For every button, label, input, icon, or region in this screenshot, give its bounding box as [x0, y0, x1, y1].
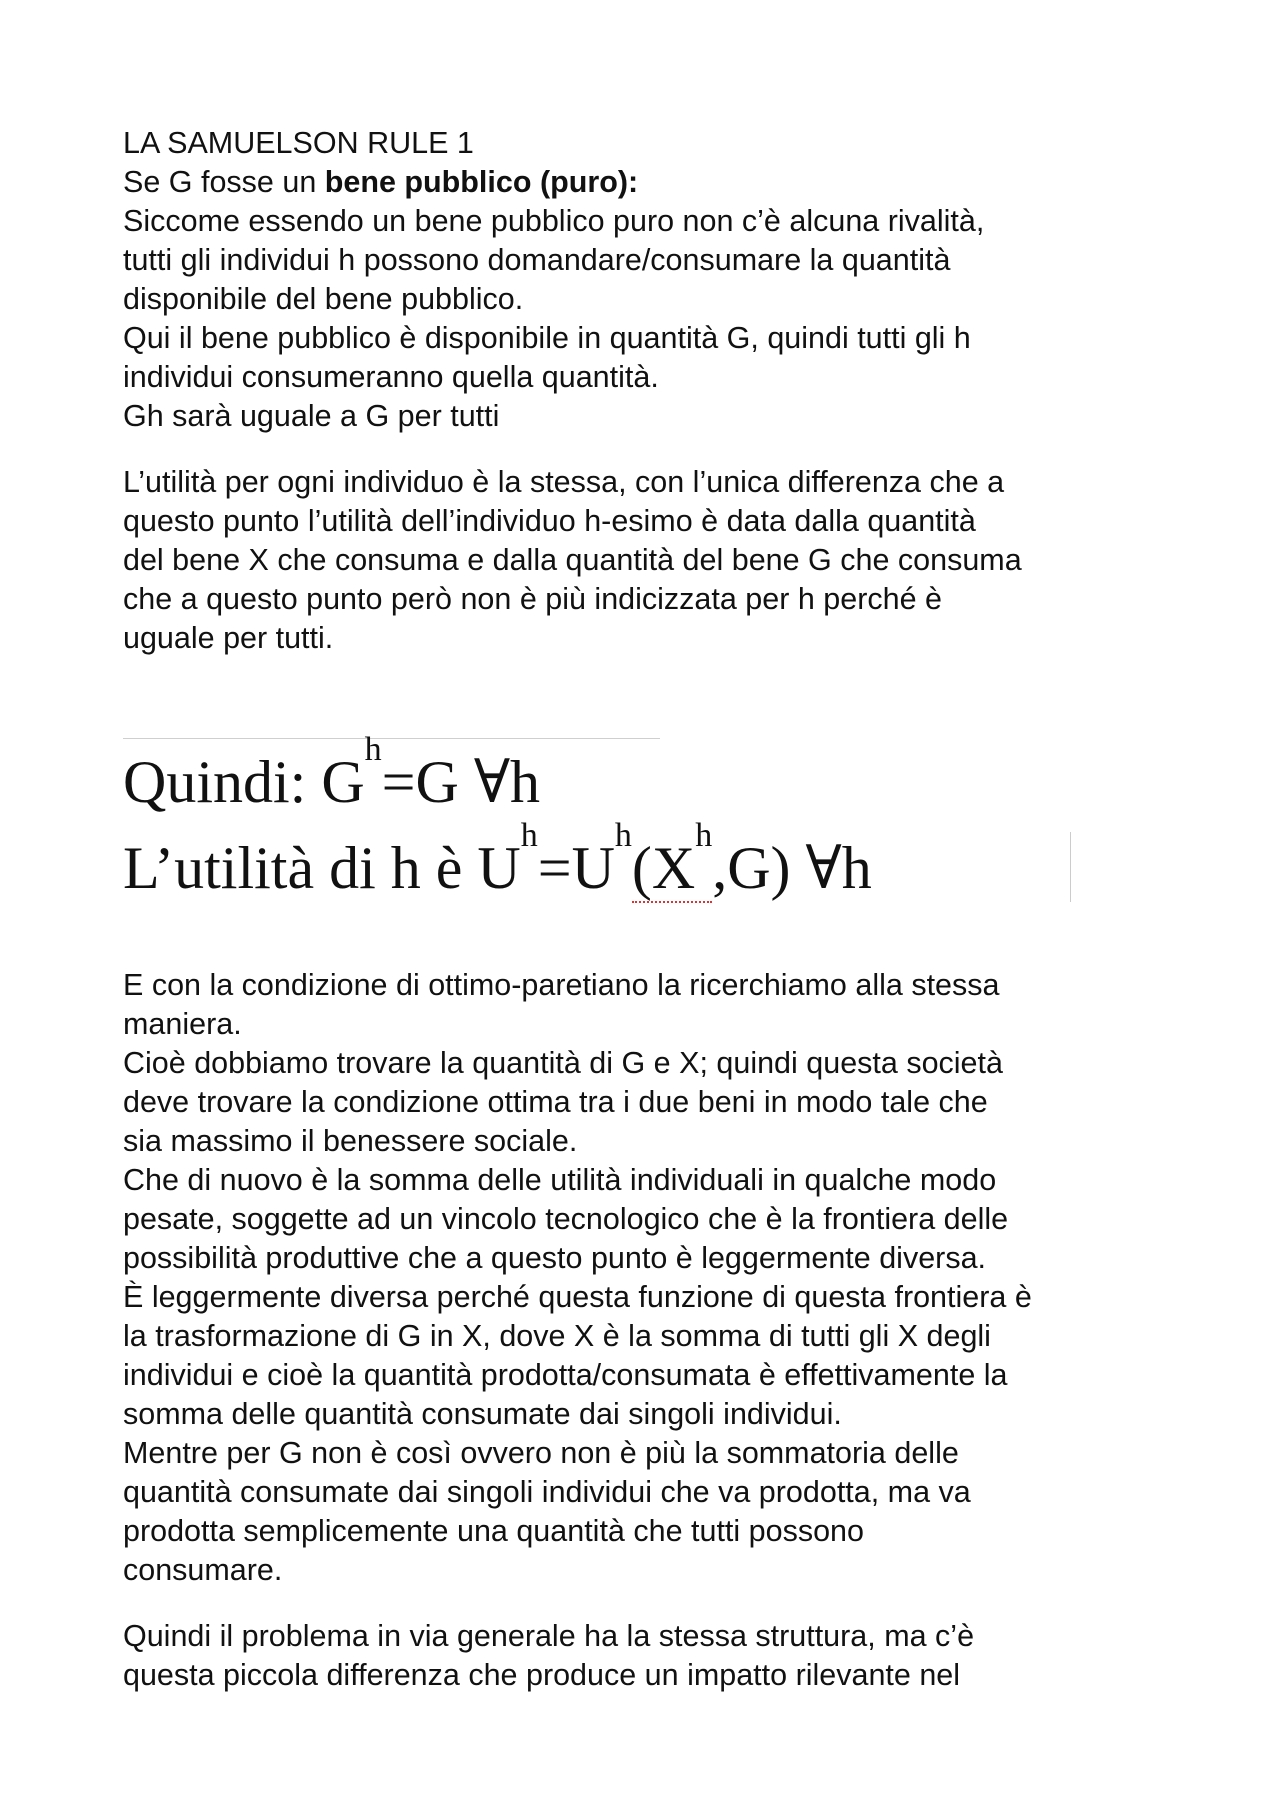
text-line: del bene X che consuma e dalla quantità del bene G che consuma [123, 543, 1022, 577]
formula-text: Quindi: G [123, 749, 365, 815]
text-line: Siccome essendo un bene pubblico puro non c’è alcuna rivalità, [123, 204, 985, 238]
text-line: questa piccola differenza che produce un impatto rilevante nel [123, 1658, 961, 1692]
text-line: la trasformazione di G in X, dove X è la somma di tutti gli X degli [123, 1319, 991, 1353]
intro-line [123, 163, 1173, 202]
formula-text: ,G) ∀h [712, 835, 872, 901]
formula-superscript: h [364, 731, 382, 768]
text-line: possibilità produttive che a questo punto è leggermente diversa. [123, 1241, 987, 1275]
text-line: individui consumeranno quella quantità. [123, 360, 659, 394]
document-body [123, 124, 1173, 658]
text-line: sia massimo il benessere sociale. [123, 1124, 578, 1158]
text-line: somma delle quantità consumate dai singoli individui. [123, 1397, 842, 1431]
text-line: Mentre per G non è così ovvero non è più la sommatoria delle [123, 1436, 959, 1470]
intro-prefix: Se G fosse un [123, 165, 325, 199]
text-line: tutti gli individui h possono domandare/consumare la quantità [123, 243, 951, 277]
text-line: che a questo punto però non è più indicizzata per h perché è [123, 582, 942, 616]
text-line: E con la condizione di ottimo-paretiano la ricerchiamo alla stessa [123, 968, 1000, 1002]
paragraph-1 [123, 202, 1173, 436]
formula-superscript: h [520, 817, 538, 854]
text-line: Che di nuovo è la somma delle utilità individuali in qualche modo [123, 1163, 997, 1197]
text-line: individui e cioè la quantità prodotta/consumata è effettivamente la [123, 1358, 1008, 1392]
text-line: disponibile del bene pubblico. [123, 282, 524, 316]
paragraph-4 [123, 1617, 1183, 1695]
text-line: maniera. [123, 1007, 242, 1041]
text-line: Qui il bene pubblico è disponibile in quantità G, quindi tutti gli h [123, 321, 971, 355]
paragraph-3 [123, 966, 1183, 1590]
text-line: quantità consumate dai singoli individui che va prodotta, ma va [123, 1475, 971, 1509]
text-line: pesate, soggette ad un vincolo tecnologico che è la frontiera delle [123, 1202, 1009, 1236]
text-line: Quindi il problema in via generale ha la stessa struttura, ma c’è [123, 1619, 975, 1653]
text-cursor [1070, 832, 1071, 902]
text-line: L’utilità per ogni individuo è la stessa, con l’unica differenza che a [123, 465, 1005, 499]
text-line: uguale per tutti. [123, 621, 334, 655]
formula-superscript: h [614, 817, 632, 854]
doc-title: LA SAMUELSON RULE 1 [123, 126, 474, 160]
document-body-2 [123, 966, 1183, 1695]
text-line: prodotta semplicemente una quantità che tutti possono [123, 1514, 864, 1548]
text-line: È leggermente diversa perché questa funzione di questa frontiera è [123, 1280, 1032, 1314]
formula-superscript: h [695, 817, 713, 854]
text-line: questo punto l’utilità dell’individuo h-esimo è data dalla quantità [123, 504, 976, 538]
formula-text: L’utilità di h è U [123, 835, 521, 901]
paragraph-2 [123, 463, 1173, 658]
spellcheck-underline [631, 817, 713, 903]
formula-text: (X [631, 835, 696, 901]
intro-bold: bene pubblico (puro): [324, 165, 639, 199]
formula-text: =G ∀h [381, 749, 541, 815]
text-line: deve trovare la condizione ottima tra i due beni in modo tale che [123, 1085, 988, 1119]
formula-text: =U [537, 835, 615, 901]
text-line: consumare. [123, 1553, 283, 1587]
formula-line-2 [123, 817, 872, 911]
formula-line-1 [123, 731, 663, 825]
text-line: Gh sarà uguale a G per tutti [123, 399, 500, 433]
text-line: Cioè dobbiamo trovare la quantità di G e X; quindi questa società [123, 1046, 1003, 1080]
formula-image [123, 731, 872, 911]
